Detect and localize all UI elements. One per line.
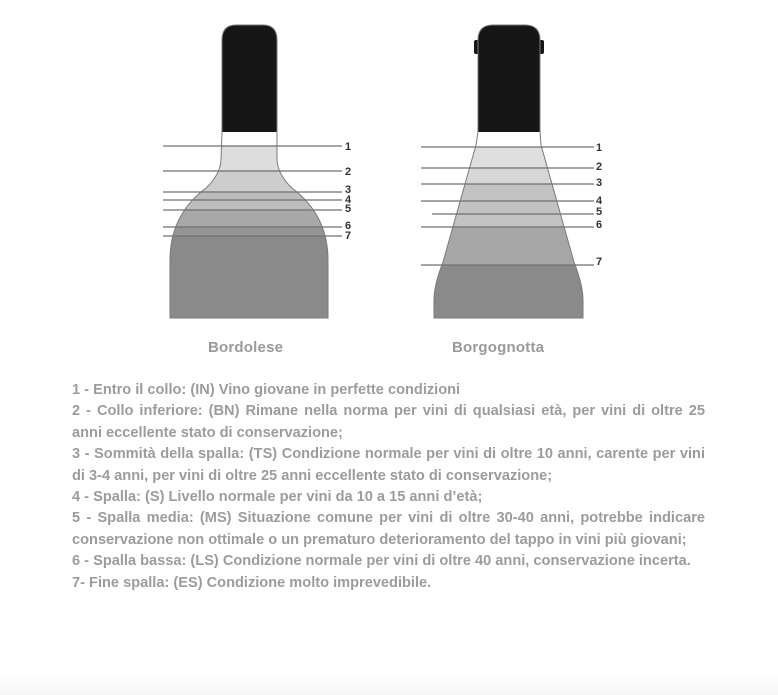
bordolese-bottle — [150, 20, 350, 326]
borgognotta-caption: Borgognotta — [452, 339, 545, 356]
bordolese-level-7: 7 — [345, 230, 352, 242]
bottle-diagram — [0, 0, 778, 330]
legend-item-1: 1 - Entro il collo: (IN) Vino giovane in perfette condizioni — [72, 382, 461, 398]
legend-item-4: 4 - Spalla: (S) Livello normale per vini da 10 a 15 anni d’età; — [72, 489, 483, 506]
borgognotta-wine — [420, 265, 600, 325]
bordolese-cap — [150, 20, 350, 134]
bordolese-level-4: 4 — [345, 194, 352, 206]
legend-item-7: 7- Fine spalla: (ES) Condizione molto imprevedibile. — [72, 574, 432, 591]
bordolese-level-6: 6 — [345, 220, 352, 232]
bordolese-level-2: 2 — [345, 166, 352, 178]
bottom-fade — [0, 672, 778, 695]
bordolese-caption: Bordolese — [208, 339, 284, 356]
bordolese-level-1: 1 — [345, 141, 352, 153]
borgognotta-level-7: 7 — [596, 256, 603, 268]
borgognotta-level-6: 6 — [596, 219, 603, 231]
borgognotta-bottle — [420, 20, 603, 325]
bordolese-level-5: 5 — [345, 203, 352, 215]
borgognotta-level-1: 1 — [596, 142, 603, 154]
borgognotta-level-2: 2 — [596, 161, 603, 173]
borgognotta-cap — [420, 20, 600, 134]
borgognotta-level-3: 3 — [596, 177, 603, 189]
legend-item-5: 5 - Spalla media: (MS) Situazione comune per vini di oltre 30-40 anni, potrebbe indicare conservazione non ottimale o un prematuro deterioramento del tappo in vini più giovani; — [72, 510, 705, 548]
legend-item-6: 6 - Spalla bassa: (LS) Condizione normale per vini di oltre 40 anni, conservazione incerta. — [72, 553, 691, 570]
bordolese-level-3: 3 — [345, 184, 352, 196]
legend-item-2: 2 - Collo inferiore: (BN) Rimane nella norma per vini di qualsiasi età, per vini di oltre 25 anni eccellente stato di conservazione; — [72, 403, 705, 441]
borgognotta-level-4: 4 — [596, 195, 603, 207]
legend-item-3: 3 - Sommità della spalla: (TS) Condizione normale per vini di oltre 10 anni, carente per vini di 3-4 anni, per vini di oltre 25 anni eccellente stato di conservazione; — [72, 446, 705, 484]
ullage-legend — [72, 380, 705, 594]
bordolese-wine — [150, 236, 350, 326]
borgognotta-level-5: 5 — [596, 206, 603, 218]
